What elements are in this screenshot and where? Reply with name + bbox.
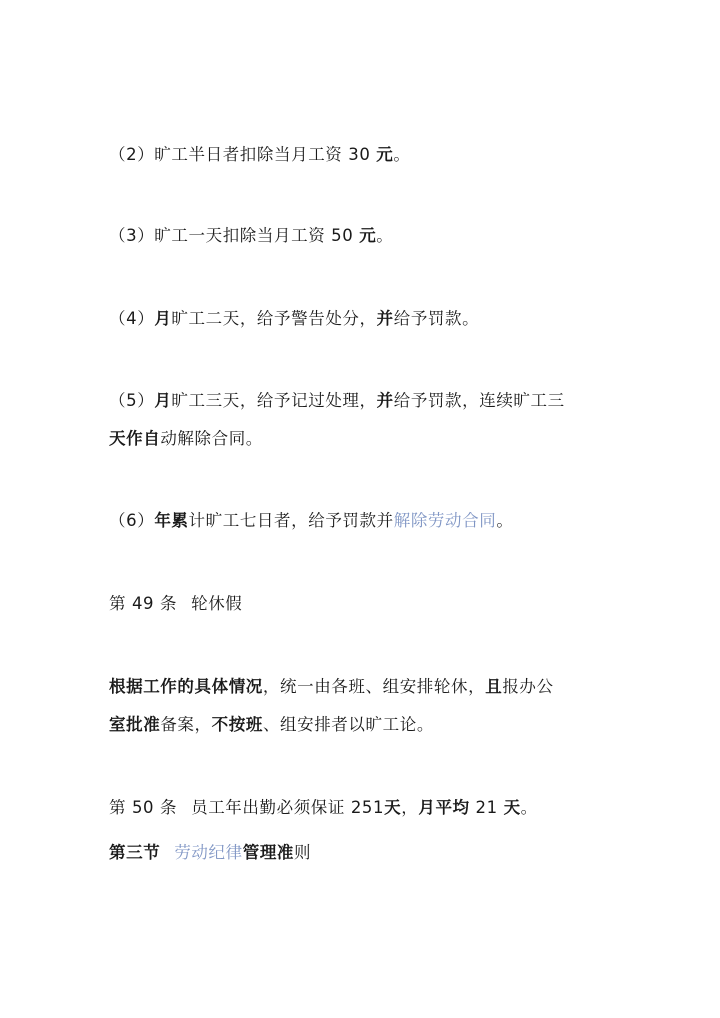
article-49-heading bbox=[109, 593, 242, 615]
clause-2: （2）旷工半日者扣除当月工资 30 元。 bbox=[109, 145, 411, 164]
clause-5-line-1: （5）月旷工三天，给予记过处理，并给予罚款，连续旷工三 bbox=[109, 391, 565, 410]
paragraph-49-line-1: 根据工作的具体情况，统一由各班、组安排轮休，且报办公 bbox=[109, 677, 554, 696]
clause-3: （3）旷工一天扣除当月工资 50 元。 bbox=[109, 226, 394, 245]
paragraph-49-line-2: 室批准备案，不按班、组安排者以旷工论。 bbox=[109, 715, 434, 734]
article-50: 第 50 条 员工年出勤必须保证 251天，月平均 21 天。 bbox=[109, 798, 538, 817]
clause-6: （6）年累计旷工七日者，给予罚款并解除劳动合同。 bbox=[109, 511, 514, 530]
clause-4: （4）月旷工二天，给予警告处分，并给予罚款。 bbox=[109, 309, 480, 328]
clause-5-line-2: 天作自动解除合同。 bbox=[109, 429, 263, 448]
section-3-heading: 第三节 劳动纪律管理准则 bbox=[109, 843, 312, 862]
article-50-number: 第 50 条 bbox=[109, 798, 178, 817]
article-49-number: 第 49 条 bbox=[109, 594, 178, 613]
article-49-title: 轮休假 bbox=[191, 594, 243, 613]
